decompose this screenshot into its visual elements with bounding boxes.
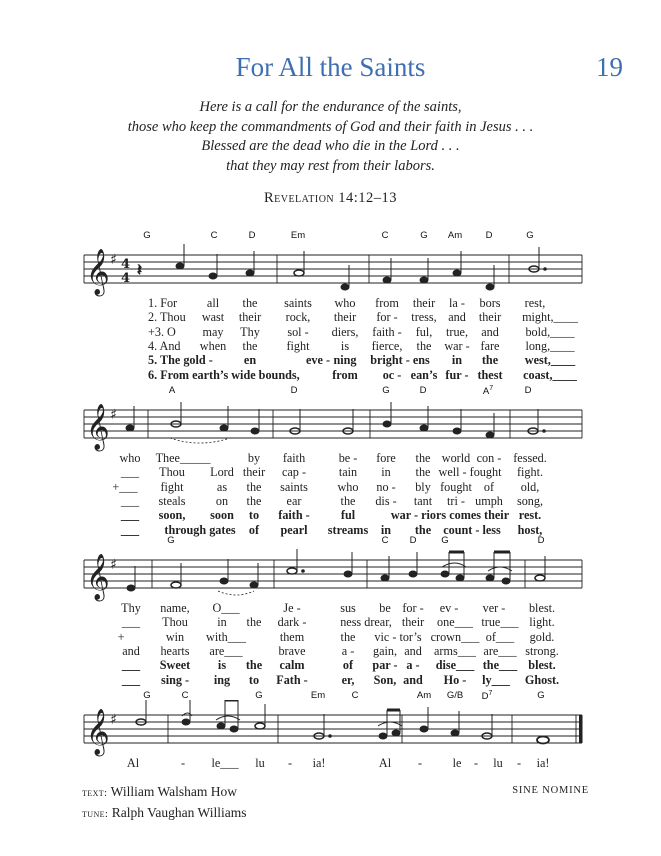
lyric-syllable: Thy [240, 324, 260, 339]
staff-1 [0, 240, 661, 300]
lyric-syllable: who [334, 296, 356, 310]
lyric-syllable: ___ [120, 465, 140, 480]
chord-symbol: C [381, 535, 389, 546]
chord-symbol: G [143, 690, 151, 701]
lyric-syllable: saints [280, 479, 308, 494]
lyric-syllable: sol - [287, 324, 309, 339]
lyric-syllable: old, [520, 479, 540, 494]
lyric-syllable: their [242, 465, 266, 480]
chord-symbol: G/B [446, 690, 464, 701]
lyric-syllable: - [417, 756, 423, 770]
lyric-syllable: gain, [372, 643, 398, 658]
chord-symbol: C [181, 690, 189, 701]
lyric-syllable: ful [340, 508, 356, 523]
lyric-syllable: no - [376, 479, 396, 494]
lyric-syllable: may [202, 324, 224, 339]
lyric-syllable: ___ [121, 615, 141, 630]
lyric-syllable: con - [476, 451, 502, 465]
svg-text:4: 4 [121, 257, 131, 272]
lyric-syllable: is [340, 338, 350, 353]
lyric-syllable: ___ [121, 658, 141, 673]
lyric-syllable: and [403, 672, 423, 687]
lyric-syllable: of___ [485, 629, 515, 644]
lyric-syllable: ia! [312, 756, 326, 770]
lyric-syllable: fessed. [513, 451, 547, 465]
lyric-syllable: their [238, 310, 262, 325]
lyric-syllable: ver - [482, 601, 506, 615]
lyric-syllable: bly [415, 479, 431, 494]
lyric-syllable: their [478, 310, 502, 325]
staff-2 [0, 395, 661, 455]
chord-symbol: C [381, 230, 389, 241]
chord-symbol: G [526, 230, 534, 241]
lyric-syllable: as [216, 479, 228, 494]
lyric-syllable: to [248, 508, 260, 523]
scripture-reference: Revelation 14:12–13 [263, 190, 398, 206]
lyric-syllable: in [217, 615, 227, 630]
chord-symbol: Em [310, 690, 326, 701]
lyric-syllable: war - riors comes their [390, 508, 510, 523]
chord-symbol: Am [416, 690, 432, 701]
chord-symbol: G [537, 690, 545, 701]
lyric-syllable: dark - [277, 615, 307, 630]
lyric-syllable: Al [126, 756, 140, 770]
lyric-syllable: ___ [120, 522, 140, 537]
lyric-syllable: all [206, 296, 220, 310]
lyric-syllable: - [516, 756, 522, 770]
lyric-syllable: ly___ [482, 672, 510, 687]
chord-symbol: $A^7$ [482, 385, 494, 398]
chord-symbol: G [167, 535, 175, 546]
chord-symbol: D [537, 535, 545, 546]
lyric-syllable: rest, [524, 296, 546, 310]
lyric-syllable: sing - [160, 672, 190, 687]
lyric-syllable: ___ [121, 672, 141, 687]
lyric-syllable: 2. Thou [148, 310, 186, 325]
lyric-syllable: the [242, 296, 258, 310]
lyric-syllable: Ghost. [524, 672, 560, 687]
lyric-syllable: arms___ [434, 643, 476, 658]
chord-symbol: Am [447, 230, 463, 241]
lyric-syllable: le [452, 756, 462, 770]
svg-text:𝄽: 𝄽 [137, 260, 142, 279]
svg-text:𝄞: 𝄞 [86, 404, 110, 450]
lyric-syllable: par - [372, 658, 398, 673]
lyric-syllable: lu [493, 756, 503, 770]
lyric-syllable: count - less [443, 522, 501, 537]
epigraph [0, 98, 661, 176]
lyric-syllable: rock, [285, 310, 311, 325]
lyric-syllable: by [247, 451, 261, 465]
lyric-syllable: war - [444, 338, 470, 353]
lyric-syllable: their [333, 310, 357, 325]
lyric-syllable: of [248, 522, 260, 537]
svg-text:𝄞: 𝄞 [86, 709, 110, 755]
lyric-syllable: er, [341, 672, 355, 687]
lyric-syllable: fight. [516, 465, 544, 480]
lyric-syllable: +3. O [148, 324, 176, 339]
lyric-syllable: Al [378, 756, 392, 770]
lyric-syllable: Thou [159, 465, 185, 480]
lyric-syllable: diers, [331, 324, 359, 339]
lyric-syllable: and [481, 324, 499, 339]
lyric-syllable: ___ [120, 508, 140, 523]
chord-symbol: G [441, 535, 449, 546]
chord-symbol: G [382, 385, 390, 396]
lyric-syllable: calm [279, 658, 305, 673]
lyric-syllable: - [180, 756, 186, 770]
lyric-syllable: + [117, 629, 125, 644]
lyric-syllable: sus [340, 601, 356, 615]
lyric-syllable: Thee_____ [155, 451, 211, 465]
epigraph-line: that they may rest from their labors. [226, 157, 435, 174]
lyric-syllable: blest. [528, 658, 556, 673]
lyric-syllable: in [451, 353, 463, 368]
treble-clef-icon: 𝄞 [86, 249, 110, 295]
lyric-syllable: crown___ [430, 629, 480, 644]
lyric-syllable: la - [449, 296, 465, 310]
lyric-syllable: might,____ [522, 310, 578, 325]
tune-composer: Ralph Vaughan Williams [111, 805, 247, 820]
lyric-syllable: Lord [210, 465, 234, 480]
lyric-syllable: be [379, 601, 391, 615]
lyric-syllable: ness drear, [340, 615, 392, 630]
svg-text:♯: ♯ [110, 407, 117, 423]
lyric-syllable: from [375, 296, 399, 310]
lyric-syllable: blest. [528, 601, 556, 615]
lyric-syllable: well - fought [438, 465, 502, 480]
text-author: William Walsham How [110, 784, 237, 799]
lyric-syllable: a - [406, 658, 420, 673]
lyric-syllable: dise___ [435, 658, 475, 673]
music-system-3 [0, 535, 661, 687]
lyric-syllable: 4. And [148, 338, 181, 353]
lyric-syllable: coast,____ [523, 367, 577, 382]
lyric-syllable: when [199, 338, 227, 353]
lyric-syllable: Ho - [443, 672, 467, 687]
lyric-syllable: soon [210, 508, 234, 523]
lyric-syllable: and [122, 643, 140, 658]
lyric-syllable: Fath - [276, 672, 308, 687]
music-system-1 [0, 230, 661, 382]
lyric-syllable: world [441, 451, 471, 465]
lyric-syllable: the [340, 629, 356, 644]
lyric-syllable: west,____ [524, 353, 576, 368]
lyric-syllable: eve - [305, 353, 331, 368]
svg-text:𝄞: 𝄞 [86, 554, 110, 600]
lyric-syllable: fierce, [371, 338, 403, 353]
lyric-syllable: the [245, 658, 263, 673]
lyric-syllable: are___ [483, 643, 517, 658]
lyric-syllable: faith - [372, 324, 402, 339]
lyric-syllable: tain [338, 465, 358, 480]
lyric-syllable: and [448, 310, 466, 325]
lyric-syllable: for - [376, 310, 398, 325]
chord-symbol: D [409, 535, 417, 546]
lyric-syllable: tri - [447, 493, 465, 508]
lyric-syllable: the [416, 338, 432, 353]
text-label: text: [82, 787, 108, 799]
lyric-syllable: ing [213, 672, 231, 687]
chord-symbol: G [420, 230, 428, 241]
chord-symbol: D [485, 230, 493, 241]
chord-symbol: D [419, 385, 427, 396]
epigraph-line: those who keep the commandments of God and their faith in Jesus . . . [127, 118, 534, 135]
lyric-syllable: - [287, 756, 293, 770]
lyric-syllable: one___ [437, 615, 473, 630]
lyric-syllable: +___ [112, 479, 138, 494]
lyric-syllable: steals [158, 493, 186, 508]
lyric-syllable: the [481, 353, 499, 368]
lyric-syllable: faith [282, 451, 306, 465]
lyric-syllable: Son, [373, 672, 397, 687]
lyric-syllable: ean’s [410, 367, 438, 382]
lyric-syllable: ia! [536, 756, 550, 770]
tune-name: SINE NOMINE [512, 785, 589, 796]
lyric-syllable: with___ [206, 629, 246, 644]
lyric-syllable: 6. From earth’s wide bounds, [148, 367, 300, 382]
lyric-syllable: are___ [209, 643, 243, 658]
lyric-syllable: of [483, 479, 495, 494]
lyric-syllable: oc - [382, 367, 402, 382]
lyric-syllable: O___ [212, 601, 240, 615]
lyric-syllable: rest. [518, 508, 542, 523]
lyric-syllable: saints [284, 296, 312, 310]
chord-symbol: G [143, 230, 151, 241]
lyric-syllable: host, [517, 522, 543, 537]
lyric-syllable: fare [480, 338, 500, 353]
lyric-syllable: 1. For [148, 296, 178, 310]
lyric-syllable: is [217, 658, 227, 673]
lyric-syllable: true___ [481, 615, 519, 630]
chord-symbol: A [168, 385, 176, 396]
lyric-syllable: Sweet [159, 658, 191, 673]
lyric-syllable: pearl [280, 522, 308, 537]
lyric-syllable: ___ [120, 493, 140, 508]
lyric-syllable: fight [160, 479, 184, 494]
lyric-syllable: fought [440, 479, 472, 494]
music-system-2 [0, 385, 661, 537]
lyric-syllable: win [165, 629, 185, 644]
lyric-syllable: ning [333, 353, 357, 368]
lyric-syllable: Thy [121, 601, 141, 615]
lyric-syllable: bold,____ [525, 324, 575, 339]
lyric-syllable: on [215, 493, 229, 508]
lyric-syllable: the [246, 479, 262, 494]
lyric-syllable: umph [475, 493, 503, 508]
chord-symbol: D [290, 385, 298, 396]
hymn-title: For All the Saints [235, 52, 426, 82]
lyric-syllable: bright - ens [370, 353, 430, 368]
lyric-syllable: thest [477, 367, 503, 382]
lyric-syllable: soon, [158, 508, 186, 523]
lyric-syllable: the [246, 615, 262, 630]
lyric-syllable: - [473, 756, 479, 770]
lyric-syllable: ear [286, 493, 302, 508]
chord-symbol: G [255, 690, 263, 701]
lyric-syllable: true, [446, 324, 468, 339]
lyric-syllable: le___ [211, 756, 239, 770]
svg-text:♯: ♯ [110, 557, 117, 573]
lyric-syllable: lu [255, 756, 265, 770]
lyric-syllable: faith - [278, 508, 310, 523]
lyric-syllable: strong. [525, 643, 559, 658]
lyric-syllable: en [243, 353, 257, 368]
lyric-syllable: Thou [162, 615, 188, 630]
lyric-syllable: the [415, 465, 431, 480]
lyric-syllable: in [381, 465, 391, 480]
lyric-syllable: ful, [415, 324, 433, 339]
lyric-syllable: fight [286, 338, 310, 353]
lyric-syllable: who [119, 451, 141, 465]
lyric-syllable: to [248, 672, 260, 687]
lyric-syllable: cap - [281, 465, 307, 480]
lyric-syllable: from [332, 367, 358, 382]
lyric-syllable: light. [529, 615, 555, 630]
lyric-syllable: ev - [439, 601, 459, 615]
chord-symbol: C [351, 690, 359, 701]
chord-symbol: $D^7$ [481, 690, 493, 703]
lyric-syllable: dis - [375, 493, 397, 508]
sharp-icon: ♯ [110, 252, 117, 268]
lyric-syllable: a - [341, 643, 355, 658]
lyric-syllable: of [342, 658, 354, 673]
lyric-syllable: tant [413, 493, 433, 508]
lyric-syllable: fore [376, 451, 396, 465]
lyric-syllable: Je - [283, 601, 301, 615]
lyric-syllable: streams [327, 522, 369, 537]
lyric-syllable: brave [278, 643, 306, 658]
epigraph-line: Blessed are the dead who die in the Lord . . . [201, 138, 460, 154]
lyric-syllable: for - [402, 601, 424, 615]
svg-text:4: 4 [121, 271, 131, 286]
credits [82, 782, 246, 824]
lyric-syllable: and [404, 643, 422, 658]
lyric-syllable: fur - [445, 367, 469, 382]
chord-symbol: D [524, 385, 532, 396]
staff-3 [0, 545, 661, 605]
lyric-syllable: their [401, 615, 425, 630]
chord-symbol: C [210, 230, 218, 241]
lyric-syllable: in [380, 522, 392, 537]
hymn-number: 19 [596, 52, 623, 82]
lyric-syllable: hearts [160, 643, 190, 658]
lyric-syllable: the [415, 451, 431, 465]
lyric-syllable: bors [479, 296, 501, 310]
tune-label: tune: [82, 808, 109, 820]
lyric-syllable: tress, [411, 310, 437, 325]
epigraph-line: Here is a call for the endurance of the saints, [199, 99, 462, 115]
lyric-syllable: the [246, 493, 262, 508]
lyric-syllable: who [337, 479, 359, 494]
lyric-syllable: name, [160, 601, 190, 615]
lyric-syllable: vic - tor’s [374, 629, 422, 644]
lyric-syllable: song, [516, 493, 544, 508]
chord-symbol: Em [290, 230, 306, 241]
lyric-syllable: through gates [164, 522, 236, 537]
chord-symbol: D [248, 230, 256, 241]
lyric-syllable: the___ [482, 658, 518, 673]
lyric-syllable: be - [338, 451, 358, 465]
staff-4 [0, 700, 661, 760]
svg-text:♯: ♯ [110, 712, 117, 728]
lyric-syllable: their [412, 296, 436, 310]
lyric-syllable: long,____ [525, 338, 575, 353]
music-system-4 [0, 690, 661, 770]
lyric-syllable: the [242, 338, 258, 353]
lyric-syllable: wast [201, 310, 225, 325]
lyric-syllable: them [279, 629, 305, 644]
lyric-syllable: 5. The gold - [148, 353, 213, 368]
lyric-syllable: the [340, 493, 356, 508]
lyric-syllable: gold. [529, 629, 555, 644]
lyric-syllable: the [414, 522, 432, 537]
